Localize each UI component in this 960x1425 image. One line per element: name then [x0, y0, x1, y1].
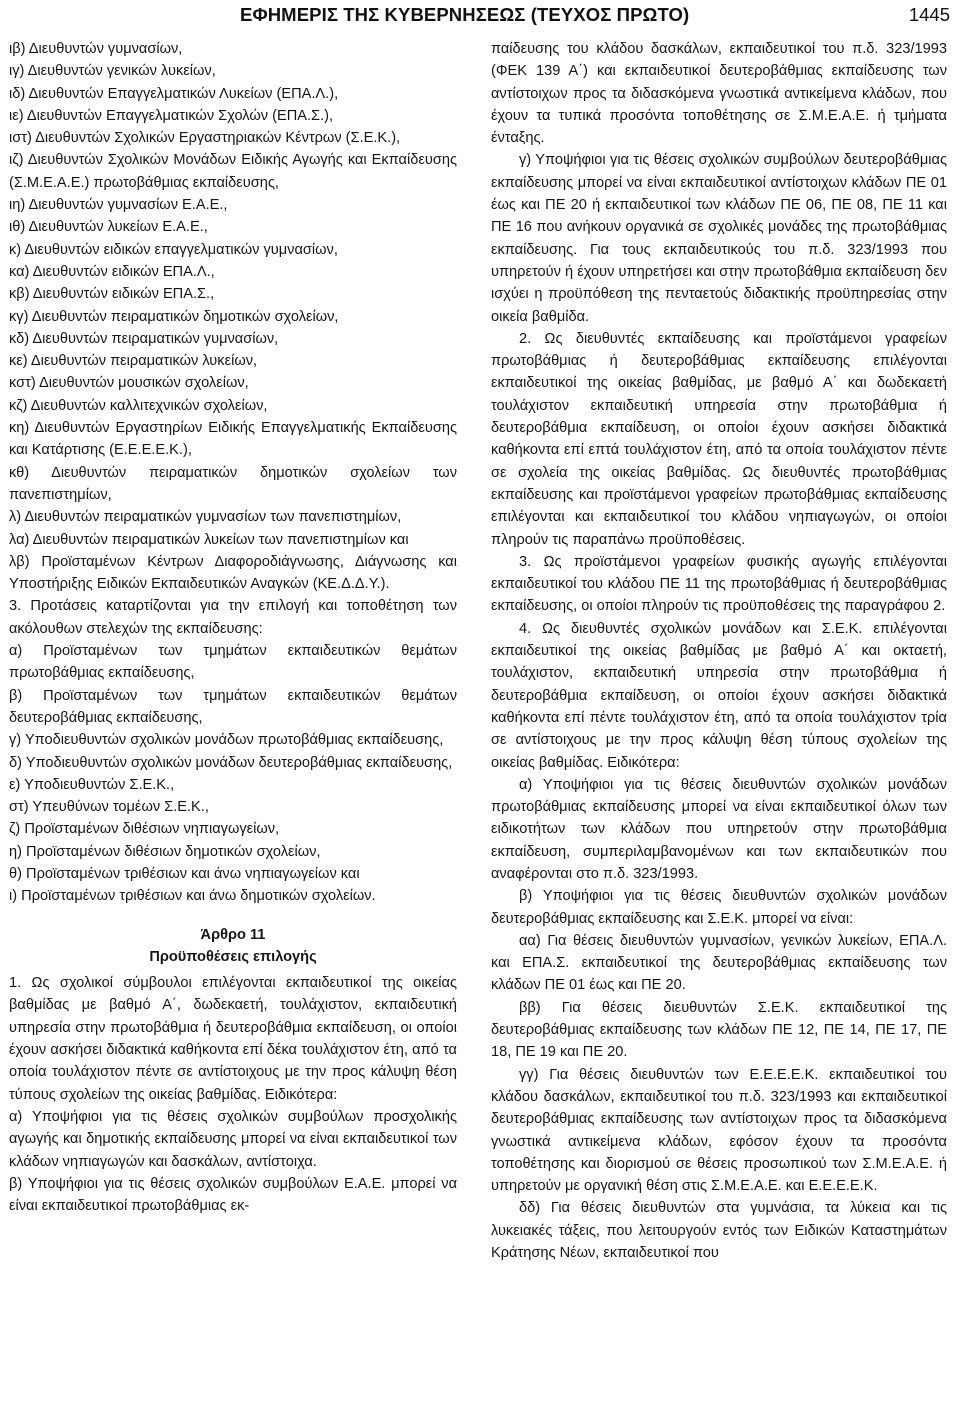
- paragraph: 1. Ως σχολικοί σύμβουλοι επιλέγονται εκπαιδευτικοί της οικείας βαθμίδας με βαθμό Α΄, δωδεκαετή, τουλάχιστον, εκπαιδευτική υπηρεσία στην πρωτοβάθμια ή δευτεροβάθμια εκπαίδευση, οι οποίοι έχουν ασκήσει διδακτικά καθήκοντα επί δέκα τουλάχιστον έτη, από τα οποία τουλάχιστον πέντε σε αντίστοιχους με την προς κάλυψη θέση τύπους σχολείων της οικείας βαθμίδας. Ειδικότερα:: [9, 975, 457, 1103]
- paragraph: β) Προϊσταμένων των τμημάτων εκπαιδευτικών θεμάτων δευτεροβάθμιας εκπαίδευσης,: [9, 687, 457, 726]
- paragraph: λ) Διευθυντών πειραματικών γυμνασίων των πανεπιστημίων,: [9, 509, 402, 526]
- paragraph: κθ) Διευθυντών πειραματικών δημοτικών σχολείων των πανεπιστημίων,: [9, 464, 457, 503]
- paragraph: γ) Υποψήφιοι για τις θέσεις σχολικών συμβούλων δευτεροβάθμιας εκπαίδευσης μπορεί να είναι εκπαιδευτικοί αντίστοιχων κλάδων ΠΕ 01 έως και ΠΕ 20 ή εκπαιδευτικοί των κλάδων ΠΕ 06, ΠΕ 08, ΠΕ 11 και ΠΕ 16 που ανήκουν οργανικά σε σχολικές μονάδες της πρωτοβάθμιας εκπαίδευσης. Για τους εκπαιδευτικούς του π.δ. 323/1993 που υπηρετούν ή έχουν υπηρετήσει και στην πρωτοβάθμια εκπαίδευση δεν ισχύει η προϋπόθεση της πενταετούς διδακτικής προϋπηρεσίας στην οικεία βαθμίδα.: [491, 152, 947, 325]
- paragraph: ιγ) Διευθυντών γενικών λυκείων,: [9, 63, 216, 80]
- paragraph: ε) Υποδιευθυντών Σ.Ε.Κ.,: [9, 776, 175, 793]
- paragraph: γ) Υποδιευθυντών σχολικών μονάδων πρωτοβάθμιας εκπαίδευσης,: [9, 732, 444, 749]
- paragraph: ι) Προϊσταμένων τριθέσιων και άνω δημοτικών σχολείων.: [9, 888, 376, 905]
- left-paragraphs: [9, 38, 457, 908]
- paragraph: κβ) Διευθυντών ειδικών ΕΠΑ.Σ.,: [9, 286, 215, 303]
- paragraph: αα) Για θέσεις διευθυντών γυμνασίων, γενικών λυκείων, ΕΠΑ.Λ. και ΕΠΑ.Σ. εκπαιδευτικοί της δευτεροβάθμιας εκπαίδευσης των κλάδων ΠΕ 01 έως και ΠΕ 20.: [491, 932, 947, 994]
- paragraph: κζ) Διευθυντών καλλιτεχνικών σχολείων,: [9, 397, 268, 414]
- paragraph: α) Υποψήφιοι για τις θέσεις διευθυντών σχολικών μονάδων πρωτοβάθμιας εκπαίδευσης μπορεί να είναι εκπαιδευτικοί όλων των ειδικοτήτων των κλάδων που υπηρετούν στην πρωτοβάθμια εκπαίδευση, συμπεριλαμβανομένων και των εκπαιδευτικών που αναφέρονται στο π.δ. 323/1993.: [491, 776, 947, 882]
- paragraph: η) Προϊσταμένων διθέσιων δημοτικών σχολείων,: [9, 843, 321, 860]
- paragraph: κα) Διευθυντών ειδικών ΕΠΑ.Λ.,: [9, 263, 215, 280]
- paragraph: α) Υποψήφιοι για τις θέσεις σχολικών συμβούλων προσχολικής αγωγής και δημοτικής εκπαίδευσης μπορεί να είναι εκπαιδευτικοί των κλάδων νηπιαγωγών και δασκάλων, αντίστοιχα.: [9, 1108, 457, 1170]
- article-number: Άρθρο 11: [200, 926, 266, 943]
- paragraph: κη) Διευθυντών Εργαστηρίων Ειδικής Επαγγελματικής Εκπαίδευσης και Κατάρτισης (Ε.Ε.Ε.Ε.Κ.),: [9, 420, 457, 459]
- paragraph: ιε) Διευθυντών Επαγγελματικών Σχολών (ΕΠΑ.Σ.),: [9, 107, 334, 124]
- paragraph: ιθ) Διευθυντών λυκείων Ε.Α.Ε.,: [9, 219, 208, 236]
- paragraph: λβ) Προϊσταμένων Κέντρων Διαφοροδιάγνωσης, Διάγνωσης και Υποστήριξης Ειδικών Εκπαιδευτικών Αναγκών (ΚΕ.Δ.Δ.Υ.).: [9, 553, 457, 593]
- paragraph: δδ) Για θέσεις διευθυντών στα γυμνάσια, τα λύκεια και τις λυκειακές τάξεις, που λειτουργούν εντός των Ειδικών Καταστημάτων Κράτησης Νέων, εκπαιδευτικοί που: [491, 1200, 947, 1262]
- paragraph: ιη) Διευθυντών γυμνασίων Ε.Α.Ε.,: [9, 197, 228, 214]
- paragraph: 3. Προτάσεις καταρτίζονται για την επιλογή και τοποθέτηση των ακόλουθων στελεχών της εκπαίδευσης:: [9, 598, 457, 637]
- gazette-title: ΕΦΗΜΕΡΙΣ ΤΗΣ ΚΥΒΕΡΝΗΣΕΩΣ (ΤΕΥΧΟΣ ΠΡΩΤΟ): [240, 4, 690, 25]
- paragraph: β) Υποψήφιοι για τις θέσεις σχολικών συμβούλων Ε.Α.Ε. μπορεί να είναι εκπαιδευτικοί πρωτοβάθμιας εκ-: [9, 1175, 457, 1215]
- paragraph: 2. Ως διευθυντές εκπαίδευσης και προϊστάμενοι γραφείων πρωτοβάθμιας ή δευτεροβάθμιας εκπαίδευσης επιλέγονται εκπαιδευτικοί της οικείας βαθμίδας, με βαθμό Α΄ και δωδεκαετή τουλάχιστον εκπαιδευτική υπηρεσία στην πρωτοβάθμια ή δευτεροβάθμια εκπαίδευση, οι οποίοι έχουν ασκήσει διδακτικά καθήκοντα επί επτά τουλάχιστον έτη, από τα οποία τουλάχιστον πέντε σε σχολεία της οικείας βαθμίδας. Ως διευθυντές πρωτοβάθμιας εκπαίδευσης και προϊστάμενοι γραφείων πρωτοβάθμιας εκπαίδευσης επιλέγονται και εκπαιδευτικοί του κλάδου νηπιαγωγών, οι οποίοι πληρούν τις παραπάνω προϋποθέσεις.: [491, 330, 947, 548]
- paragraph: ιδ) Διευθυντών Επαγγελματικών Λυκείων (ΕΠΑ.Λ.),: [9, 85, 339, 102]
- left-paragraphs-after: [9, 972, 457, 1217]
- paragraph: 3. Ως προϊστάμενοι γραφείων φυσικής αγωγής επιλέγονται εκπαιδευτικοί του κλάδου ΠΕ 11 της πρωτοβάθμιας ή δευτεροβάθμιας εκπαίδευσης, οι οποίοι πληρούν τις προϋποθέσεις της παραγράφου 2.: [491, 553, 947, 615]
- right-paragraphs: [491, 38, 947, 1264]
- paragraph: δ) Υποδιευθυντών σχολικών μονάδων δευτεροβάθμιας εκπαίδευσης,: [9, 754, 453, 771]
- paragraph: ιζ) Διευθυντών Σχολικών Μονάδων Ειδικής Αγωγής και Εκπαίδευσης (Σ.Μ.Ε.Α.Ε.) πρωτοβάθμιας εκπαίδευσης,: [9, 152, 457, 191]
- paragraph: β) Υποψήφιοι για τις θέσεις διευθυντών σχολικών μονάδων δευτεροβάθμιας εκπαίδευσης και Σ.Ε.Κ. μπορεί να είναι:: [491, 888, 947, 927]
- paragraph: ζ) Προϊσταμένων διθέσιων νηπιαγωγείων,: [9, 821, 280, 838]
- article-title: Προϋποθέσεις επιλογής: [149, 948, 317, 965]
- paragraph: α) Προϊσταμένων των τμημάτων εκπαιδευτικών θεμάτων πρωτοβάθμιας εκπαίδευσης,: [9, 643, 457, 682]
- paragraph: στ) Υπευθύνων τομέων Σ.Ε.Κ.,: [9, 799, 209, 816]
- paragraph: θ) Προϊσταμένων τριθέσιων και άνω νηπιαγωγείων και: [9, 865, 360, 882]
- paragraph: ιστ) Διευθυντών Σχολικών Εργαστηριακών Κέντρων (Σ.Ε.Κ.),: [9, 130, 401, 147]
- left-column: [9, 38, 457, 1217]
- paragraph: γγ) Για θέσεις διευθυντών των Ε.Ε.Ε.Ε.Κ. εκπαιδευτικοί του κλάδου δασκάλων, εκπαιδευτικοί του π.δ. 323/1993 και εκπαιδευτικοί δευτεροβάθμιας εκπαίδευσης των αντίστοιχων προς τα διδασκόμενα γνωστικά αντικείμενα κλάδων, εφόσον έχουν τα προσόντα τοποθέτησης και διορισμού σε θέσεις προσωπικού των Σ.Μ.Ε.Α.Ε. ή υπηρετούν με οργανική θέση στις Σ.Μ.Ε.Α.Ε. και Ε.Ε.Ε.Ε.Κ.: [491, 1066, 947, 1195]
- paragraph: ββ) Για θέσεις διευθυντών Σ.Ε.Κ. εκπαιδευτικοί της δευτεροβάθμιας εκπαίδευσης των κλάδων ΠΕ 12, ΠΕ 14, ΠΕ 17, ΠΕ 18, ΠΕ 19 και ΠΕ 20.: [491, 999, 947, 1061]
- page-header: [0, 2, 960, 28]
- paragraph: ιβ) Διευθυντών γυμνασίων,: [9, 41, 183, 57]
- page-number: 1445: [908, 4, 950, 25]
- paragraph: κγ) Διευθυντών πειραματικών δημοτικών σχολείων,: [9, 308, 339, 325]
- paragraph: κ) Διευθυντών ειδικών επαγγελματικών γυμνασίων,: [9, 241, 338, 258]
- paragraph: κστ) Διευθυντών μουσικών σχολείων,: [9, 375, 249, 392]
- paragraph: παίδευσης του κλάδου δασκάλων, εκπαιδευτικοί του π.δ. 323/1993 (ΦΕΚ 139 Α΄) και εκπαιδευτικοί δευτεροβάθμιας εκπαίδευσης των αντίστοιχων προς τα διδασκόμενα γνωστικά αντικείμενα κλάδων, που έχουν τα τυπικά προσόντα τοποθέτησης σε Σ.Μ.Ε.Α.Ε. ή τμήματα ένταξης.: [491, 41, 947, 147]
- paragraph: λα) Διευθυντών πειραματικών λυκείων των πανεπιστημίων και: [9, 531, 409, 548]
- paragraph: κε) Διευθυντών πειραματικών λυκείων,: [9, 353, 258, 370]
- right-column: [491, 38, 947, 1264]
- paragraph: κδ) Διευθυντών πειραματικών γυμνασίων,: [9, 330, 279, 347]
- paragraph: 4. Ως διευθυντές σχολικών μονάδων και Σ.Ε.Κ. επιλέγονται εκπαιδευτικοί της οικείας βαθμίδας με βαθμό Α΄ και οκταετή, τουλάχιστον, εκπαιδευτική υπηρεσία στην πρωτοβάθμια ή δευτεροβάθμια εκπαίδευση, οι οποίοι έχουν ασκήσει διδακτικά καθήκοντα επί πέντε τουλάχιστον έτη, από τα οποία τουλάχιστον τρία σε αντίστοιχους με την προς κάλυψη θέση τύπους σχολείων της οικείας βαθμίδας. Ειδικότερα:: [491, 620, 947, 771]
